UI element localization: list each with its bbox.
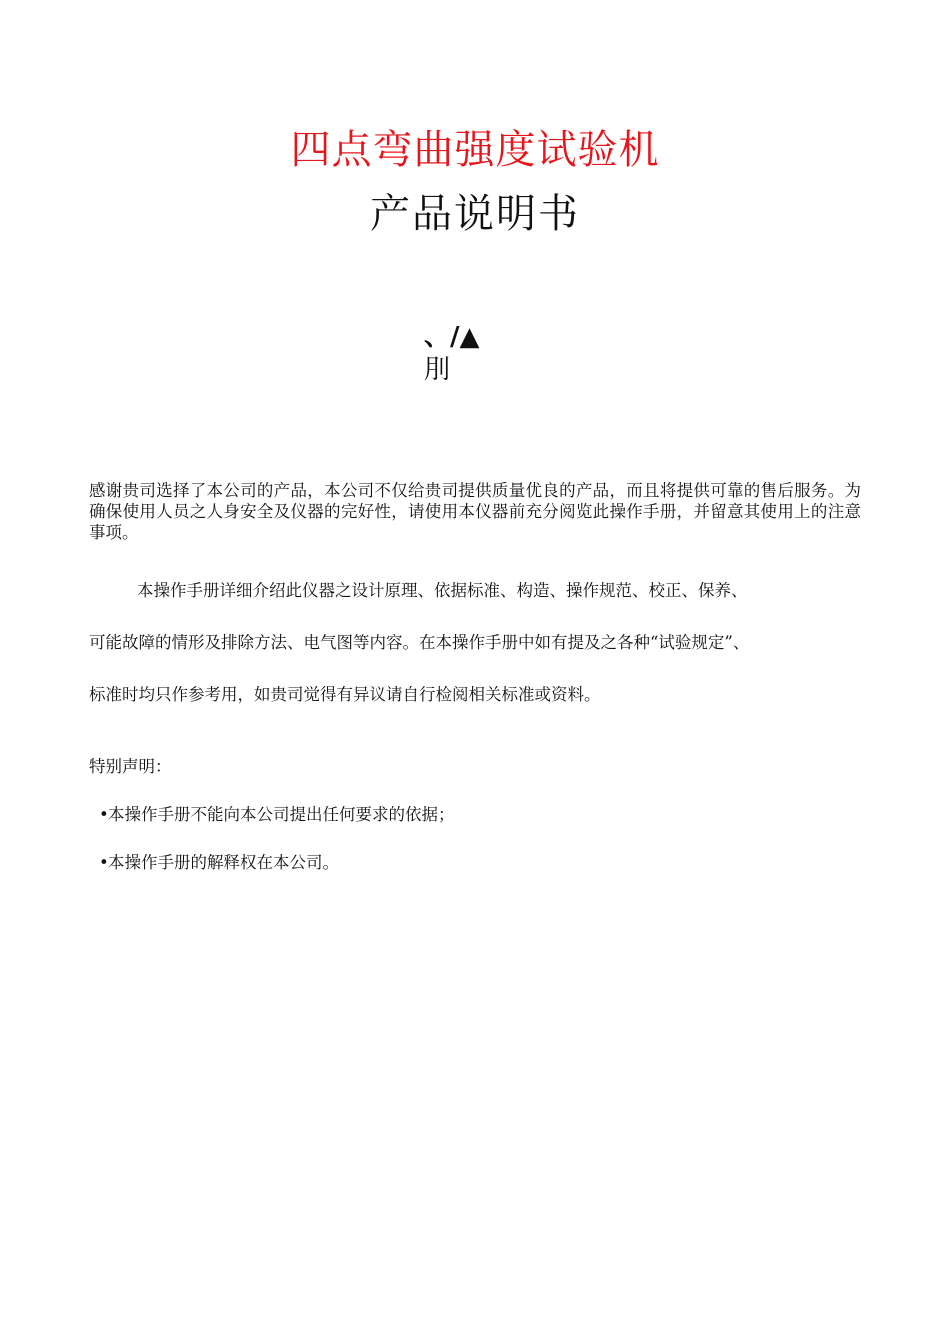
special-notice-heading: 特别声明：: [89, 757, 172, 776]
document-title: 四点弯曲强度试验机: [290, 127, 660, 173]
notice-item-text: 本操作手册的解释权在本公司。: [108, 853, 339, 872]
intro-paragraph: 感谢贵司选择了本公司的产品，本公司不仅给贵司提供质量优良的产品，而且将提供可靠的售后服务。为确保使用人员之人身安全及仪器的完好性，请使用本仪器前充分阅览此操作手册，并留意其使用上的注意事项。: [89, 481, 861, 542]
detail-paragraph: [89, 565, 869, 721]
detail-paragraph-line: 可能故障的情形及排除方法、电气图等内容。在本操作手册中如有提及之各种“试验规定”、: [89, 633, 750, 652]
list-item: [99, 804, 455, 826]
detail-paragraph-line: 标准时均只作参考用，如贵司觉得有异议请自行检阅相关标准或资料。: [89, 685, 601, 704]
special-notice-list: [99, 804, 455, 900]
preface-heading-glyphs-top: 、/▲: [424, 322, 480, 352]
notice-item-text: 本操作手册不能向本公司提出任何要求的依据；: [108, 805, 455, 824]
list-item: [99, 852, 455, 874]
bullet-icon: •: [99, 805, 109, 824]
detail-paragraph-line: 本操作手册详细介绍此仪器之设计原理、依据标准、构造、操作规范、校正、保养、: [137, 581, 748, 600]
preface-heading-glyphs-bottom: 刖: [424, 355, 451, 385]
bullet-icon: •: [99, 853, 109, 872]
document-subtitle: 产品说明书: [370, 191, 580, 237]
